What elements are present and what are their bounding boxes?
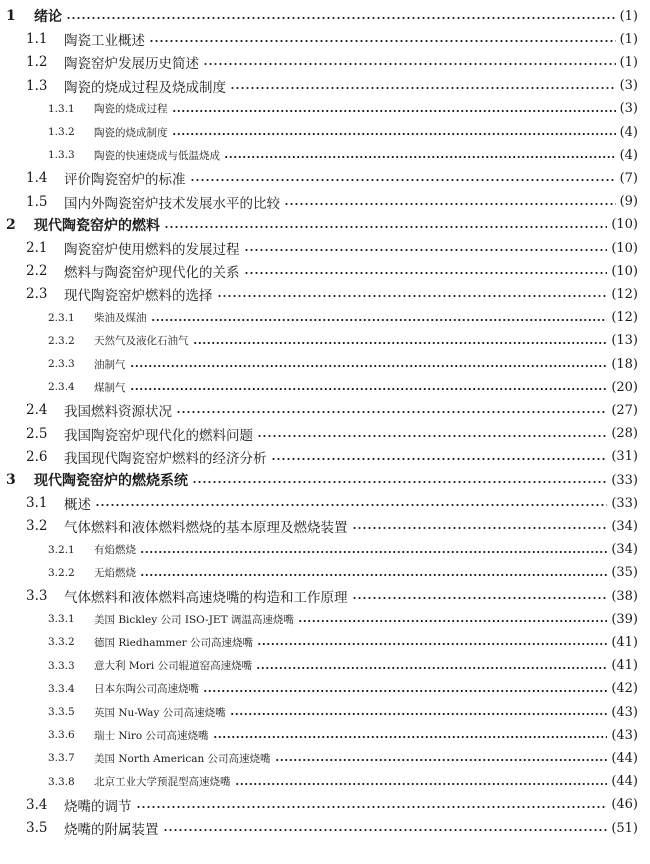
toc-section xyxy=(0,51,650,73)
toc-section xyxy=(0,28,650,50)
toc-page-number: (1) xyxy=(619,31,638,47)
toc-title: 现代陶瓷窑炉的燃烧系统 xyxy=(34,473,188,489)
dot-leader xyxy=(66,17,616,19)
dot-leader xyxy=(140,551,607,553)
toc-subsection xyxy=(0,539,650,561)
toc-subsection xyxy=(0,608,650,630)
toc-page-number: (10) xyxy=(611,240,638,256)
dot-leader xyxy=(163,829,608,831)
toc-page-number: (46) xyxy=(611,797,638,813)
toc-number: 3 xyxy=(6,472,16,488)
toc-number: 3.3.2 xyxy=(48,636,75,649)
toc-number: 3.3.3 xyxy=(48,659,75,672)
toc-title: 陶瓷窑炉发展历史简述 xyxy=(64,56,199,73)
toc-title: 天然气及液化石油气 xyxy=(94,335,189,348)
toc-title: 现代陶瓷窑炉的燃料 xyxy=(34,217,160,234)
dot-leader xyxy=(130,388,608,390)
dot-leader xyxy=(244,249,608,251)
toc-number: 2.3.4 xyxy=(48,381,75,394)
toc-page-number: (13) xyxy=(611,333,638,349)
dot-leader xyxy=(213,736,608,738)
toc-number: 2 xyxy=(6,216,16,233)
toc-title: 绪论 xyxy=(34,9,62,25)
toc-page-number: (31) xyxy=(611,449,638,465)
toc-title: 概述 xyxy=(64,497,91,514)
toc-title: 陶瓷的烧成过程 xyxy=(94,103,168,116)
toc-section xyxy=(0,260,650,282)
toc-page-number: (33) xyxy=(611,472,638,488)
dot-leader xyxy=(352,597,608,599)
dot-leader xyxy=(230,87,616,89)
dot-leader xyxy=(203,690,607,692)
toc-section xyxy=(0,283,650,305)
toc-page-number: (20) xyxy=(611,379,638,395)
toc-title: 有焰燃烧 xyxy=(94,544,136,557)
dot-leader xyxy=(149,40,616,42)
toc-number: 1.5 xyxy=(26,193,48,210)
toc-number: 3.3.4 xyxy=(48,682,75,695)
toc-page-number: (4) xyxy=(619,124,638,140)
toc-section xyxy=(0,794,650,816)
toc-title: 我国现代陶瓷窑炉燃料的经济分析 xyxy=(64,450,267,467)
toc-page-number: (33) xyxy=(611,495,638,511)
toc-subsection xyxy=(0,724,650,746)
toc-number: 2.6 xyxy=(26,448,48,465)
toc-page-number: (35) xyxy=(611,565,638,581)
toc-title: 煤制气 xyxy=(94,381,126,394)
toc-title: 燃料与陶瓷窑炉现代化的关系 xyxy=(64,265,240,282)
toc-subsection xyxy=(0,376,650,398)
toc-number: 2.1 xyxy=(26,240,48,256)
toc-section xyxy=(0,75,650,97)
toc-section xyxy=(0,237,650,259)
toc-subsection xyxy=(0,655,650,677)
toc-title: 我国燃料资源状况 xyxy=(64,404,172,421)
toc-title: 德国 Riedhammer 公司高速烧嘴 xyxy=(94,636,254,649)
toc-number: 2.3.3 xyxy=(48,358,75,370)
toc-number: 1.2 xyxy=(26,54,48,71)
toc-title: 意大利 Mori 公司辊道窑高速烧嘴 xyxy=(94,660,253,673)
toc-page-number: (41) xyxy=(611,634,638,650)
toc-number: 3.4 xyxy=(26,796,48,813)
toc-page-number: (1) xyxy=(619,8,638,24)
toc-page-number: (28) xyxy=(611,426,638,442)
toc-number: 3.3.7 xyxy=(48,752,75,765)
dot-leader xyxy=(164,226,607,228)
dot-leader xyxy=(298,620,607,622)
toc-number: 3.2.1 xyxy=(48,543,75,556)
toc-subsection xyxy=(0,98,650,120)
toc-number: 2.3 xyxy=(26,286,48,303)
dot-leader xyxy=(130,365,608,367)
toc-page-number: (1) xyxy=(619,54,638,70)
toc-page-number: (34) xyxy=(611,542,638,558)
dot-leader xyxy=(256,667,607,669)
dot-leader xyxy=(190,179,616,181)
toc-number: 2.3.2 xyxy=(48,334,75,347)
toc-title: 烧嘴的附属装置 xyxy=(64,822,159,838)
dot-leader xyxy=(224,156,616,158)
toc-number: 2.2 xyxy=(26,263,48,280)
toc-page-number: (43) xyxy=(611,727,638,743)
toc-title: 北京工业大学预混型高速烧嘴 xyxy=(94,776,231,789)
toc-page-number: (43) xyxy=(611,704,638,720)
dot-leader xyxy=(172,133,616,135)
toc-title: 油制气 xyxy=(94,358,126,371)
toc-page-number: (18) xyxy=(611,356,638,372)
toc-title: 现代陶瓷窑炉燃料的选择 xyxy=(64,288,213,305)
toc-title: 评价陶瓷窑炉的标准 xyxy=(64,172,186,189)
toc-page-number: (4) xyxy=(619,147,638,163)
toc-section xyxy=(0,399,650,421)
toc-number: 3.1 xyxy=(26,495,48,512)
toc-title: 陶瓷的烧成过程及烧成制度 xyxy=(64,79,226,96)
toc-subsection xyxy=(0,353,650,375)
dot-leader xyxy=(257,643,607,645)
toc-section xyxy=(0,446,650,468)
toc-title: 柴油及煤油 xyxy=(94,312,147,325)
toc-title: 国内外陶瓷窑炉技术发展水平的比较 xyxy=(64,195,280,212)
toc-section xyxy=(0,585,650,607)
toc-number: 3.3.1 xyxy=(48,613,75,626)
dot-leader xyxy=(203,63,616,65)
toc-title: 陶瓷的烧成制度 xyxy=(94,126,168,139)
toc-title: 美国 North American 公司高速烧嘴 xyxy=(94,752,271,765)
dot-leader xyxy=(352,527,608,529)
toc-title: 陶瓷的快速烧成与低温烧成 xyxy=(94,149,220,162)
dot-leader xyxy=(176,411,607,413)
toc-subsection xyxy=(0,562,650,584)
toc-number: 2.4 xyxy=(26,402,48,419)
dot-leader xyxy=(275,759,608,761)
toc-page-number: (3) xyxy=(619,78,638,94)
toc-title: 无焰燃烧 xyxy=(94,567,136,580)
toc-number: 1.3.3 xyxy=(48,149,75,162)
toc-title: 我国陶瓷窑炉现代化的燃料问题 xyxy=(64,427,253,444)
toc-title: 烧嘴的调节 xyxy=(64,798,132,815)
toc-page-number: (42) xyxy=(611,681,638,697)
toc-title: 美国 Bickley 公司 ISO-JET 调温高速烧嘴 xyxy=(94,613,294,626)
dot-leader xyxy=(193,342,608,344)
toc-number: 3.3 xyxy=(26,588,48,604)
toc-page-number: (10) xyxy=(611,217,638,233)
toc-subsection xyxy=(0,307,650,329)
toc-subsection xyxy=(0,678,650,700)
dot-leader xyxy=(257,435,607,437)
toc-number: 1.4 xyxy=(26,170,48,187)
toc-title: 瑞士 Niro 公司高速烧嘴 xyxy=(94,729,209,742)
toc-subsection xyxy=(0,701,650,723)
toc-subsection xyxy=(0,771,650,793)
toc-number: 1.3.1 xyxy=(48,102,75,115)
toc-section xyxy=(0,167,650,189)
toc-page-number: (44) xyxy=(611,774,638,790)
toc-page-number: (39) xyxy=(611,611,638,627)
toc-section xyxy=(0,492,650,514)
dot-leader xyxy=(235,783,608,785)
dot-leader xyxy=(95,504,607,506)
toc-chapter xyxy=(0,469,650,491)
toc-title: 气体燃料和液体燃料高速烧嘴的构造和工作原理 xyxy=(64,590,348,606)
dot-leader xyxy=(284,203,616,205)
toc-chapter xyxy=(0,5,650,27)
toc-page-number: (12) xyxy=(611,310,638,326)
dot-leader xyxy=(172,110,616,112)
dot-leader xyxy=(230,713,608,715)
toc-section xyxy=(0,817,650,839)
toc-subsection xyxy=(0,121,650,143)
toc-title: 陶瓷工业概述 xyxy=(64,33,145,50)
dot-leader xyxy=(192,481,607,483)
toc-number: 2.3.1 xyxy=(48,311,75,324)
toc-subsection xyxy=(0,631,650,653)
toc-number: 3.2 xyxy=(26,518,48,535)
toc-number: 3.3.6 xyxy=(48,729,75,742)
dot-leader xyxy=(140,574,607,576)
toc-number: 1.3 xyxy=(26,77,48,94)
toc-title: 气体燃料和液体燃料燃烧的基本原理及燃烧装置 xyxy=(64,520,348,537)
toc-section xyxy=(0,515,650,537)
toc-chapter xyxy=(0,214,650,236)
toc-number: 1 xyxy=(6,8,16,24)
toc-title: 英国 Nu-Way 公司高速烧嘴 xyxy=(94,706,226,719)
toc-number: 3.2.2 xyxy=(48,566,75,579)
dot-leader xyxy=(217,295,608,297)
toc-page-number: (41) xyxy=(611,658,638,674)
toc-page-number: (27) xyxy=(611,402,638,418)
toc-page-number: (44) xyxy=(611,750,638,766)
toc-number: 2.5 xyxy=(26,425,48,442)
toc-section xyxy=(0,191,650,213)
toc-number: 1.1 xyxy=(26,31,48,48)
dot-leader xyxy=(244,272,608,274)
toc-title: 陶瓷窑炉使用燃料的发展过程 xyxy=(64,242,240,258)
dot-leader xyxy=(136,806,608,808)
toc-subsection xyxy=(0,330,650,352)
toc-page-number: (34) xyxy=(611,518,638,534)
toc-page-number: (9) xyxy=(619,194,638,210)
toc-section xyxy=(0,423,650,445)
toc-number: 3.5 xyxy=(26,820,48,836)
toc-page-number: (3) xyxy=(619,101,638,117)
toc-subsection xyxy=(0,144,650,166)
dot-leader xyxy=(151,319,608,321)
toc-title: 日本东陶公司高速烧嘴 xyxy=(94,683,199,696)
toc-page-number: (10) xyxy=(611,263,638,279)
toc-subsection xyxy=(0,747,650,769)
toc-number: 3.3.5 xyxy=(48,706,75,718)
toc-page-number: (7) xyxy=(619,170,638,186)
toc-page-number: (51) xyxy=(611,820,638,836)
toc-page-number: (38) xyxy=(611,588,638,604)
toc-number: 3.3.8 xyxy=(48,775,75,788)
toc-number: 1.3.2 xyxy=(48,126,75,138)
dot-leader xyxy=(271,458,608,460)
toc-page-number: (12) xyxy=(611,286,638,302)
